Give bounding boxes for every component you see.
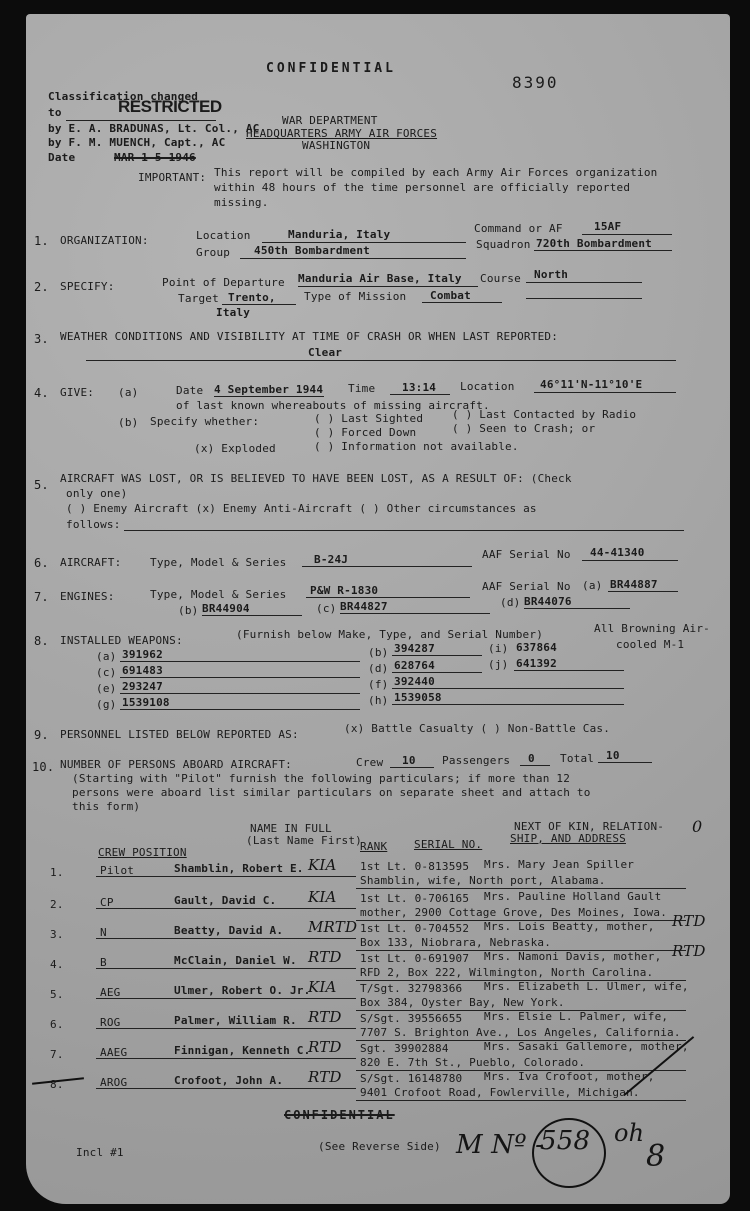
aircraft-tms-value: B-24J xyxy=(314,553,349,566)
crew-name: Palmer, William R. xyxy=(174,1014,297,1027)
squadron-value: 720th Bombardment xyxy=(536,237,652,250)
crew-next-of-kin: Mrs. Namoni Davis, mother, xyxy=(484,950,662,963)
crew-rank-serial: S/Sgt. 39556655 xyxy=(360,1012,463,1025)
crew-next-of-kin-address: mother, 2900 Cottage Grove, Des Moines, Iowa. xyxy=(360,906,668,919)
persons-aboard-line-2: (Starting with "Pilot" furnish the following particulars; if more than 12 xyxy=(72,772,571,785)
target-value-2: Italy xyxy=(216,306,251,319)
crew-next-of-kin-address: 7707 S. Brighton Ave., Los Angeles, California. xyxy=(360,1026,681,1039)
crew-label: Crew xyxy=(356,756,384,769)
persons-aboard-line-4: this form) xyxy=(72,800,141,813)
engine-d-label: (d) xyxy=(500,596,521,609)
crew-rank-serial: T/Sgt. 32798366 xyxy=(360,982,463,995)
weapons-label: INSTALLED WEAPONS: xyxy=(60,634,183,647)
section-4-num: 4. xyxy=(34,386,49,400)
weapon-g-label: (g) xyxy=(96,698,117,711)
persons-aboard-line-3: persons were aboard list similar particulars on separate sheet and attach to xyxy=(72,786,591,799)
crew-position: B xyxy=(100,956,107,969)
crew-next-of-kin: Mrs. Sasaki Gallemore, mother, xyxy=(484,1040,689,1053)
crew-rank-serial: 1st Lt. 0-813595 xyxy=(360,860,470,873)
weapon-a-value: 391962 xyxy=(122,648,163,661)
section-10-num: 10. xyxy=(32,760,55,774)
washington: WASHINGTON xyxy=(302,139,371,152)
total-label: Total xyxy=(560,752,595,765)
location-label: Location xyxy=(196,229,251,242)
specify-label: SPECIFY: xyxy=(60,280,115,293)
enclosure-label: Incl #1 xyxy=(76,1146,124,1159)
weapons-note-2: cooled M-1 xyxy=(616,638,685,651)
crew-position: ROG xyxy=(100,1016,121,1029)
engine-a-value: BR44887 xyxy=(610,578,658,591)
handwritten-oh: oh xyxy=(614,1119,645,1147)
loss-location-label: Location xyxy=(460,380,515,393)
location-value: Manduria, Italy xyxy=(288,228,391,241)
handwritten-8: 8 xyxy=(646,1139,666,1174)
crew-status-note: KIA xyxy=(308,856,337,874)
date-field-label: Date xyxy=(176,384,204,397)
crew-header-name-2: (Last Name First) xyxy=(246,834,362,847)
crew-header-corner-mark: 0 xyxy=(692,817,703,836)
crew-name: Beatty, David A. xyxy=(174,924,284,937)
important-line-1: This report will be compiled by each Army Air Forces organization xyxy=(214,166,658,179)
target-label: Target xyxy=(178,292,219,305)
crew-row-number: 5. xyxy=(50,988,64,1001)
engines-label: ENGINES: xyxy=(60,590,115,603)
weapon-h-label: (h) xyxy=(368,694,389,707)
weapon-e-label: (e) xyxy=(96,682,117,695)
engine-b-value: BR44904 xyxy=(202,602,250,615)
passengers-count: 0 xyxy=(528,752,535,765)
document-page xyxy=(26,14,730,1204)
engine-a-label: (a) xyxy=(582,579,603,592)
option-last-contacted: ( ) Last Contacted by Radio xyxy=(452,408,637,421)
command-label: Command or AF xyxy=(474,222,563,235)
crew-next-of-kin-address: Shamblin, wife, North port, Alabama. xyxy=(360,874,606,887)
loss-date-value: 4 September 1944 xyxy=(214,383,324,396)
restricted-stamp: RESTRICTED xyxy=(118,97,222,116)
crew-next-of-kin: Mrs. Mary Jean Spiller xyxy=(484,858,635,871)
crew-next-of-kin: Mrs. Lois Beatty, mother, xyxy=(484,920,655,933)
crew-next-of-kin-address: RFD 2, Box 222, Wilmington, North Carolina. xyxy=(360,966,654,979)
lost-result-line-4: follows: xyxy=(66,518,121,531)
mission-type-label: Type of Mission xyxy=(304,290,407,303)
crew-name: Shamblin, Robert E. xyxy=(174,862,304,875)
engine-d-value: BR44076 xyxy=(524,595,572,608)
option-exploded: (x) Exploded xyxy=(194,442,276,455)
crew-status-note: RTD xyxy=(308,1038,342,1056)
option-info-not-available: ( ) Information not available. xyxy=(314,440,519,453)
crew-next-of-kin-address: 9401 Crofoot Road, Fowlerville, Michigan. xyxy=(360,1086,640,1099)
weather-value: Clear xyxy=(308,346,343,359)
crew-header-rank: RANK xyxy=(360,840,388,853)
command-value: 15AF xyxy=(594,220,622,233)
mn-number: 558 xyxy=(540,1126,591,1156)
engines-tms-value: P&W R-1830 xyxy=(310,584,379,597)
hq-army-air-forces: HEADQUARTERS ARMY AIR FORCES xyxy=(246,127,438,140)
crew-status-note: KIA xyxy=(308,888,337,906)
crew-name: Gault, David C. xyxy=(174,894,277,907)
section-1-num: 1. xyxy=(34,234,49,248)
changed-date: MAR 1 5 1946 xyxy=(114,151,196,164)
crew-status-note-2: RTD xyxy=(672,942,706,960)
personnel-label: PERSONNEL LISTED BELOW REPORTED AS: xyxy=(60,728,299,741)
crew-next-of-kin-address: 820 E. 7th St., Pueblo, Colorado. xyxy=(360,1056,586,1069)
lost-result-line-2: only one) xyxy=(66,487,128,500)
give-b: (b) xyxy=(118,416,139,429)
important-line-3: missing. xyxy=(214,196,269,209)
weapon-d-value: 628764 xyxy=(394,659,435,672)
weapon-f-value: 392440 xyxy=(394,675,435,688)
crew-status-note: RTD xyxy=(308,1068,342,1086)
crew-position: CP xyxy=(100,896,114,909)
weather-label: WEATHER CONDITIONS AND VISIBILITY AT TIME OF CRASH OR WHEN LAST REPORTED: xyxy=(60,330,559,343)
important-label: IMPORTANT: xyxy=(138,171,207,184)
crew-position: AROG xyxy=(100,1076,128,1089)
crew-name: Ulmer, Robert O. Jr. xyxy=(174,984,311,997)
crew-header-nok-2: SHIP, AND ADDRESS xyxy=(510,832,626,845)
crew-row-number: 3. xyxy=(50,928,64,941)
section-9-num: 9. xyxy=(34,728,49,742)
point-of-departure-value: Manduria Air Base, Italy xyxy=(298,272,462,285)
crew-next-of-kin: Mrs. Iva Crofoot, mother, xyxy=(484,1070,655,1083)
crew-status-note-2: RTD xyxy=(672,912,706,930)
total-count: 10 xyxy=(606,749,620,762)
crew-position: Pilot xyxy=(100,864,135,877)
option-seen-crash: ( ) Seen to Crash; or xyxy=(452,422,596,435)
option-last-sighted: ( ) Last Sighted xyxy=(314,412,424,425)
crew-rank-serial: 1st Lt. 0-706165 xyxy=(360,892,470,905)
course-label: Course xyxy=(480,272,521,285)
engines-tms-label: Type, Model & Series xyxy=(150,588,287,601)
group-value: 450th Bombardment xyxy=(254,244,370,257)
crew-header-position: CREW POSITION xyxy=(98,846,187,859)
weapon-a-label: (a) xyxy=(96,650,117,663)
crew-status-note: KIA xyxy=(308,978,337,996)
crew-next-of-kin: Mrs. Elizabeth L. Ulmer, wife, xyxy=(484,980,689,993)
document-number: 8390 xyxy=(512,73,559,92)
weapon-e-value: 293247 xyxy=(122,680,163,693)
group-label: Group xyxy=(196,246,231,259)
engine-c-label: (c) xyxy=(316,602,337,615)
crew-row-number: 7. xyxy=(50,1048,64,1061)
weapon-f-label: (f) xyxy=(368,678,389,691)
weapon-b-value: 394287 xyxy=(394,642,435,655)
crew-row-number: 6. xyxy=(50,1018,64,1031)
mission-type-value: Combat xyxy=(430,289,471,302)
crew-next-of-kin: Mrs. Elsie L. Palmer, wife, xyxy=(484,1010,669,1023)
weapon-b-label: (b) xyxy=(368,646,389,659)
section-6-num: 6. xyxy=(34,556,49,570)
engine-c-value: BR44827 xyxy=(340,600,388,613)
crew-name: McClain, Daniel W. xyxy=(174,954,297,967)
confidential-heading: CONFIDENTIAL xyxy=(266,61,396,76)
weapon-g-value: 1539108 xyxy=(122,696,170,709)
loss-time-value: 13:14 xyxy=(402,381,437,394)
lost-result-line-1: AIRCRAFT WAS LOST, OR IS BELIEVED TO HAVE BEEN LOST, AS A RESULT OF: (Check xyxy=(60,472,572,485)
crew-header-nok-1: NEXT OF KIN, RELATION- xyxy=(514,820,665,833)
changed-by-1: by E. A. BRADUNAS, Lt. Col., AC xyxy=(48,122,260,135)
important-line-2: within 48 hours of the time personnel are officially reported xyxy=(214,181,631,194)
option-forced-down: ( ) Forced Down xyxy=(314,426,417,439)
crew-position: AEG xyxy=(100,986,121,999)
crew-position: AAEG xyxy=(100,1046,128,1059)
mn-label: M Nº - xyxy=(456,1130,545,1160)
organization-label: ORGANIZATION: xyxy=(60,234,149,247)
personnel-value: (x) Battle Casualty ( ) Non-Battle Cas. xyxy=(344,722,611,735)
course-value: North xyxy=(534,268,569,281)
war-department: WAR DEPARTMENT xyxy=(282,114,378,127)
section-2-num: 2. xyxy=(34,280,49,294)
weapon-i-label: (i) xyxy=(488,642,509,655)
crew-rank-serial: 1st Lt. 0-691907 xyxy=(360,952,470,965)
passengers-label: Passengers xyxy=(442,754,511,767)
weapon-c-value: 691483 xyxy=(122,664,163,677)
specify-whether-label: Specify whether: xyxy=(150,415,260,428)
persons-aboard-label: NUMBER OF PERSONS ABOARD AIRCRAFT: xyxy=(60,758,292,771)
crew-header-serial: SERIAL NO. xyxy=(414,838,483,851)
see-reverse-side: (See Reverse Side) xyxy=(318,1140,441,1153)
crew-row-number: 1. xyxy=(50,866,64,879)
engines-serial-label: AAF Serial No xyxy=(482,580,571,593)
crew-rank-serial: 1st Lt. 0-704552 xyxy=(360,922,470,935)
crew-status-note: RTD xyxy=(308,1008,342,1026)
lost-result-line-3: ( ) Enemy Aircraft (x) Enemy Anti-Aircraft ( ) Other circumstances as xyxy=(66,502,537,515)
aircraft-serial-value: 44-41340 xyxy=(590,546,645,559)
classification-changed-label: Classification changed xyxy=(48,90,199,103)
loss-location-value: 46°11'N-11°10'E xyxy=(540,378,643,391)
aircraft-serial-label: AAF Serial No xyxy=(482,548,571,561)
crew-next-of-kin-address: Box 133, Niobrara, Nebraska. xyxy=(360,936,552,949)
crew-row-number: 8. xyxy=(50,1078,64,1091)
crew-rank-serial: S/Sgt. 16148780 xyxy=(360,1072,463,1085)
point-of-departure-label: Point of Departure xyxy=(162,276,285,289)
date-label: Date xyxy=(48,151,76,164)
weapon-j-value: 641392 xyxy=(516,657,557,670)
weapon-j-label: (j) xyxy=(488,658,509,671)
engine-b-label: (b) xyxy=(178,604,199,617)
section-8-num: 8. xyxy=(34,634,49,648)
crew-row-number: 4. xyxy=(50,958,64,971)
weapons-desc: (Furnish below Make, Type, and Serial Number) xyxy=(236,628,544,641)
section-7-num: 7. xyxy=(34,590,49,604)
crew-header-name-1: NAME IN FULL xyxy=(250,822,332,835)
crew-next-of-kin-address: Box 384, Oyster Bay, New York. xyxy=(360,996,565,1009)
weapon-i-value: 637864 xyxy=(516,641,557,654)
crew-row-number: 2. xyxy=(50,898,64,911)
section-3-num: 3. xyxy=(34,332,49,346)
crew-rank-serial: Sgt. 39902884 xyxy=(360,1042,449,1055)
aircraft-tms-label: Type, Model & Series xyxy=(150,556,287,569)
weapons-note-1: All Browning Air- xyxy=(594,622,710,635)
give-label: GIVE: xyxy=(60,386,95,399)
struck-classification: CONFIDENTIAL xyxy=(284,1108,395,1122)
give-a: (a) xyxy=(118,386,139,399)
time-label: Time xyxy=(348,382,376,395)
squadron-label: Squadron xyxy=(476,238,531,251)
crew-status-note: MRTD xyxy=(308,918,358,936)
crew-name: Finnigan, Kenneth C. xyxy=(174,1044,311,1057)
aircraft-label: AIRCRAFT: xyxy=(60,556,122,569)
crew-position: N xyxy=(100,926,107,939)
weapon-c-label: (c) xyxy=(96,666,117,679)
crew-count: 10 xyxy=(402,754,416,767)
weapon-h-value: 1539058 xyxy=(394,691,442,704)
crew-name: Crofoot, John A. xyxy=(174,1074,284,1087)
crew-next-of-kin: Mrs. Pauline Holland Gault xyxy=(484,890,662,903)
whereabouts-text: of last known whereabouts of missing aircraft. xyxy=(176,399,490,412)
target-value: Trento, xyxy=(228,291,276,304)
weapon-d-label: (d) xyxy=(368,662,389,675)
to-label: to xyxy=(48,106,62,119)
section-5-num: 5. xyxy=(34,478,49,492)
changed-by-2: by F. M. MUENCH, Capt., AC xyxy=(48,136,226,149)
crew-status-note: RTD xyxy=(308,948,342,966)
